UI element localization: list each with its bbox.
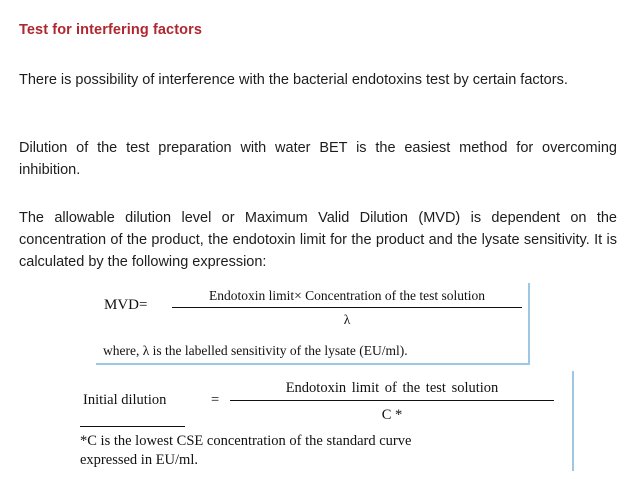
mvd-fraction-bar: [172, 307, 522, 308]
initial-dilution-lhs: Initial dilution: [83, 392, 167, 408]
mvd-where-note: where, λ is the labelled sensitivity of the lysate (EU/ml).: [103, 343, 408, 358]
mvd-formula-lhs: MVD=: [104, 297, 148, 313]
slide-heading: Test for interfering factors: [19, 22, 203, 38]
initial-dilution-denominator: C *: [381, 407, 403, 423]
mvd-formula-denominator: λ: [343, 312, 351, 327]
footnote-line-1: *C is the lowest CSE concentration of the standard curve: [80, 433, 412, 449]
mvd-formula-numerator: Endotoxin limit× Concentration of the test solution: [208, 288, 486, 303]
initial-dilution-fraction-bar: [230, 400, 554, 401]
footnote-line-2: expressed in EU/ml.: [80, 452, 198, 468]
initial-dilution-footnote: [80, 432, 411, 470]
initial-dilution-equals: =: [211, 392, 220, 408]
initial-dilution-formula-image: [75, 371, 574, 471]
mvd-formula-image: [96, 283, 530, 365]
footnote-rule: [80, 426, 185, 427]
paragraph-mvd: The allowable dilution level or Maximum Valid Dilution (MVD) is dependent on the concentration of the product, the endotoxin limit for the product and the lysate sensitivity. It is calculated by the following expression:: [19, 210, 617, 270]
paragraph-interference: There is possibility of interference with the bacterial endotoxins test by certain factors.: [19, 72, 568, 88]
paragraph-dilution: Dilution of the test preparation with water BET is the easiest method for overcoming inhibition.: [19, 140, 617, 178]
initial-dilution-numerator: Endotoxin limit of the test solution: [285, 380, 499, 396]
